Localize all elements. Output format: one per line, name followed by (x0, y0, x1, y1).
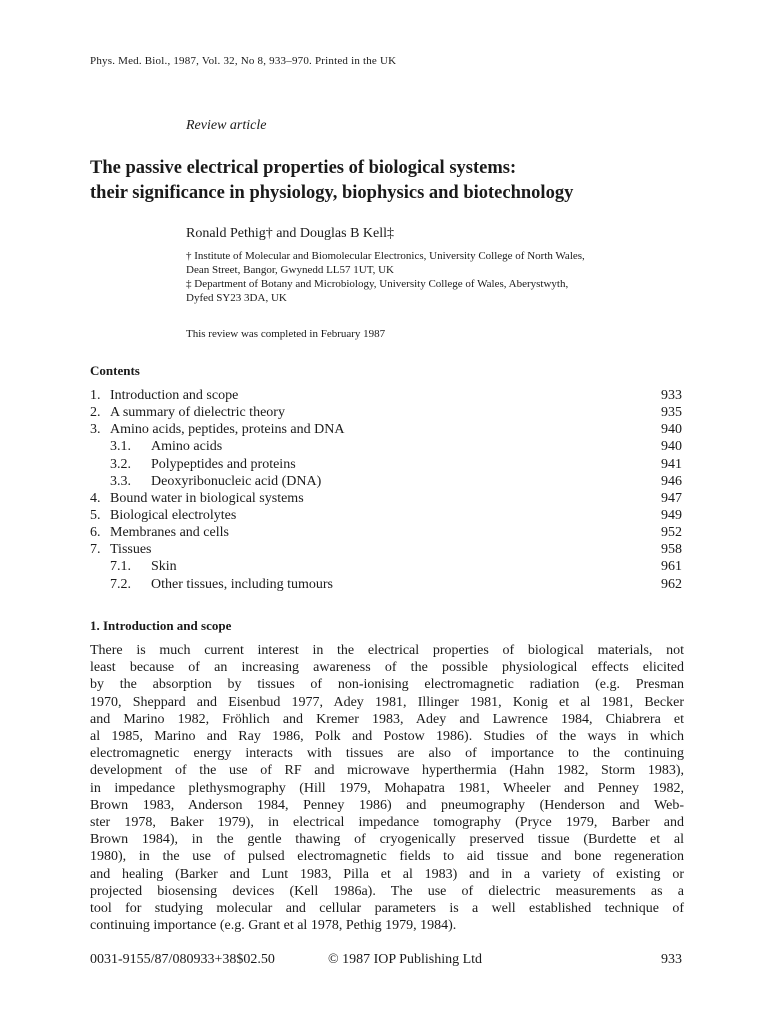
toc-label: Other tissues, including tumours (151, 576, 333, 592)
toc-entry (90, 490, 682, 507)
body-line: and Marino 1982, Fröhlich and Kremer 1983, Adey and Lawrence 1984, Chiabrera et (90, 711, 684, 727)
toc-page: 958 (661, 542, 682, 558)
toc-subentry (90, 473, 682, 490)
toc-entry (90, 541, 682, 558)
toc-page: 946 (661, 473, 682, 489)
toc-number: 7.1. (110, 559, 131, 575)
article-title (90, 156, 730, 206)
toc-subentry (90, 558, 682, 575)
affiliation (186, 249, 686, 278)
toc-number: 3. (90, 422, 101, 438)
toc-number: 5. (90, 507, 101, 523)
toc-label: Tissues (110, 542, 152, 558)
body-line: by the absorption by tissues of non-ionising electromagnetic radiation (e.g. Presman (90, 677, 684, 693)
toc-subentry (90, 456, 682, 473)
toc-number: 3.1. (110, 439, 131, 455)
body-line: There is much current interest in the electrical properties of biological materials, not (90, 643, 684, 658)
affiliation-line: Dyfed SY23 3DA, UK (186, 292, 287, 305)
toc-number: 6. (90, 525, 101, 541)
toc-label: Biological electrolytes (110, 507, 237, 523)
toc-label: Amino acids, peptides, proteins and DNA (110, 422, 345, 438)
page-number: 933 (661, 952, 682, 967)
body-line: tool for studying molecular and cellular parameters is a well established technique of (90, 901, 684, 917)
toc-page: 961 (661, 559, 682, 575)
toc-page: 941 (661, 456, 682, 472)
toc-label: Bound water in biological systems (110, 490, 304, 506)
toc-label: Amino acids (151, 439, 223, 455)
toc-label: Polypeptides and proteins (151, 456, 296, 472)
section-heading: 1. Introduction and scope (90, 618, 232, 633)
body-line: continuing importance (e.g. Grant et al 1978, Pethig 1979, 1984). (90, 918, 457, 934)
toc-page: 952 (661, 525, 682, 541)
contents-heading: Contents (90, 363, 140, 378)
section-body (90, 642, 684, 934)
copyright-notice: © 1987 IOP Publishing Ltd (328, 952, 483, 967)
toc-entry (90, 421, 682, 438)
body-line: 1980), in the use of pulsed electromagnetic fields to aid tissue and bone regeneration (90, 849, 684, 865)
toc-page: 962 (661, 576, 682, 592)
body-line: projected biosensing devices (Kell 1986a). The use of dielectric measurements as a (90, 883, 684, 899)
body-line: and healing (Barker and Lunt 1983, Pilla et al 1983) and in a variety of existing or (90, 866, 684, 882)
table-of-contents (90, 387, 682, 593)
article-code: 0031-9155/87/080933+38$02.50 (90, 952, 275, 967)
toc-label: Membranes and cells (110, 525, 229, 541)
toc-entry (90, 507, 682, 524)
completion-note: This review was completed in February 1987 (186, 328, 386, 340)
toc-label: Deoxyribonucleic acid (DNA) (151, 473, 322, 489)
body-line: 1970, Sheppard and Eisenbud 1977, Adey 1981, Illinger 1981, Konig et al 1981, Becker (90, 694, 684, 710)
toc-label: Introduction and scope (110, 388, 239, 403)
toc-page: 947 (661, 490, 682, 506)
toc-number: 7.2. (110, 576, 131, 592)
article-type: Review article (186, 118, 267, 133)
toc-number: 7. (90, 542, 101, 558)
toc-number: 2. (90, 405, 101, 421)
toc-entry (90, 404, 682, 421)
body-line: development of the use of RF and microwave hyperthermia (Hahn 1982, Storm 1983), (90, 763, 684, 779)
toc-page: 949 (661, 507, 682, 523)
toc-label: A summary of dielectric theory (110, 405, 285, 421)
body-line: ster 1978, Baker 1979), in electrical impedance tomography (Pryce 1979, Barber and (90, 815, 684, 831)
toc-label: Skin (151, 559, 177, 575)
affiliation-line: Dean Street, Bangor, Gwynedd LL57 1UT, UK (186, 264, 395, 277)
body-line: Brown 1984), in the gentle thawing of cryogenically preserved tissue (Burdette et al (90, 832, 684, 848)
toc-entry (90, 524, 682, 541)
title-line: The passive electrical properties of biological systems: (90, 158, 517, 178)
affiliation-line: ‡ Department of Botany and Microbiology, University College of Wales, Aberystwyth, (186, 278, 569, 290)
authors: Ronald Pethig† and Douglas B Kell‡ (186, 226, 395, 241)
toc-number: 1. (90, 388, 101, 403)
title-line: their significance in physiology, biophysics and biotechnology (90, 183, 574, 203)
toc-page: 940 (661, 439, 682, 455)
body-line: least because of an increasing awareness of the possible physiological effects elicited (90, 660, 684, 676)
body-line: electromagnetic energy interacts with tissues are also of importance to the continuing (90, 746, 684, 762)
toc-number: 3.2. (110, 456, 131, 472)
toc-page: 935 (661, 405, 682, 421)
body-line: al 1985, Marino and Ray 1986, Polk and Postow 1986). Studies of the ways in which (90, 729, 684, 745)
toc-number: 4. (90, 490, 101, 506)
affiliation-line: † Institute of Molecular and Biomolecular Electronics, University College of North Wales, (186, 250, 585, 262)
toc-subentry (90, 438, 682, 455)
toc-entry (90, 387, 682, 404)
toc-subentry (90, 576, 682, 593)
body-line: in impedance plethysmography (Hill 1979, Mohapatra 1981, Wheeler and Penney 1982, (90, 780, 684, 796)
toc-number: 3.3. (110, 473, 131, 489)
body-line: Brown 1983, Anderson 1984, Penney 1986) and pneumography (Henderson and Web- (90, 797, 684, 813)
toc-page: 940 (661, 422, 682, 438)
journal-citation: Phys. Med. Biol., 1987, Vol. 32, No 8, 933–970. Printed in the UK (90, 55, 397, 67)
affiliation (186, 277, 686, 306)
toc-page: 933 (661, 388, 682, 403)
